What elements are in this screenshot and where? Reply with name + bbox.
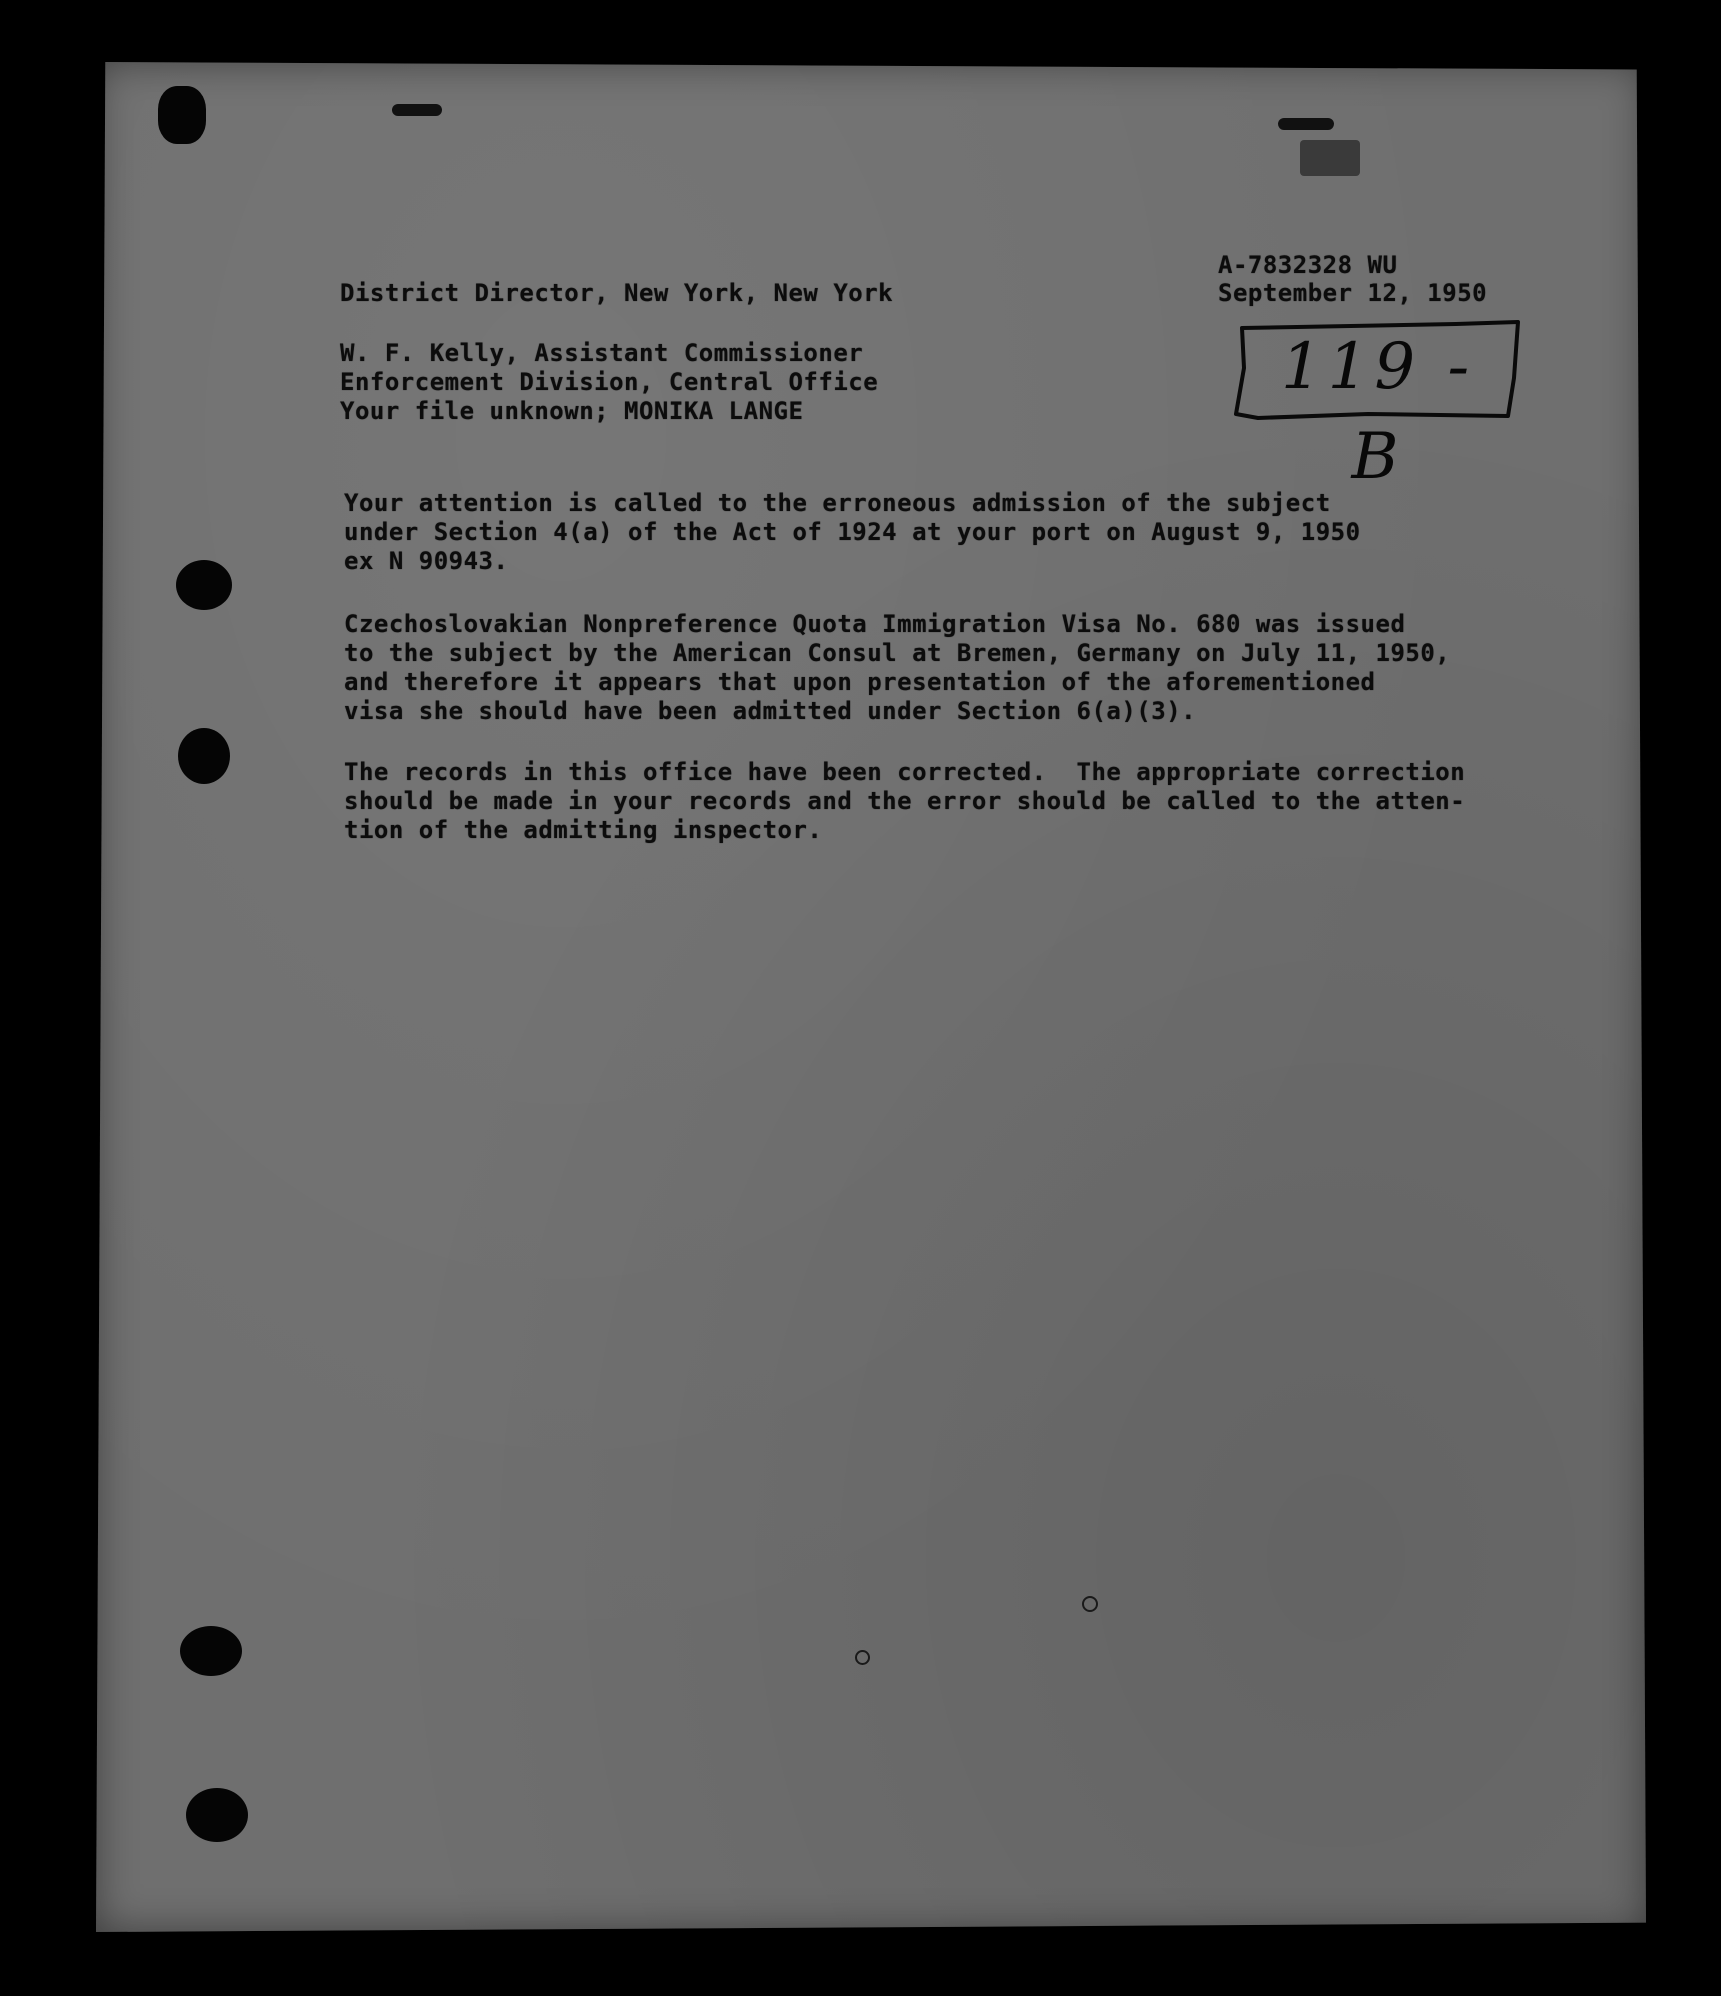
sender-line-2: Enforcement Division, Central Office	[340, 368, 879, 396]
paragraph-1-line-1: Your attention is called to the erroneous admission of the subject	[344, 489, 1331, 517]
ink-speck	[1082, 1596, 1098, 1612]
handwritten-reference: 119 - B	[1280, 330, 1476, 494]
punch-hole	[180, 1626, 242, 1676]
ink-speck	[1278, 118, 1334, 130]
file-number: A-7832328 WU	[1218, 251, 1398, 279]
paragraph-2-line-1: Czechoslovakian Nonpreference Quota Immigration Visa No. 680 was issued	[344, 610, 1406, 638]
sender-line-1: W. F. Kelly, Assistant Commissioner	[340, 339, 864, 367]
paragraph-2-line-3: and therefore it appears that upon presentation of the aforementioned	[344, 668, 1376, 696]
paragraph-2-line-4: visa she should have been admitted under Section 6(a)(3).	[344, 697, 1197, 725]
punch-hole	[178, 728, 230, 784]
ink-speck	[855, 1650, 870, 1665]
punch-hole	[176, 560, 232, 610]
paragraph-1-line-3: ex N 90943.	[344, 547, 509, 575]
subject-line: Your file unknown; MONIKA LANGE	[340, 397, 804, 425]
ink-speck	[1300, 140, 1360, 176]
ink-speck	[392, 104, 442, 116]
handwritten-reference-box	[1228, 318, 1524, 494]
recipient-line: District Director, New York, New York	[340, 279, 894, 307]
paragraph-2-line-2: to the subject by the American Consul at Bremen, Germany on July 11, 1950,	[344, 639, 1451, 667]
punch-hole	[186, 1788, 248, 1842]
paragraph-3-line-2: should be made in your records and the error should be called to the atten-	[344, 787, 1466, 815]
paragraph-3-line-1: The records in this office have been corrected. The appropriate correction	[344, 758, 1466, 786]
paragraph-3-line-3: tion of the admitting inspector.	[344, 816, 823, 844]
paragraph-1-line-2: under Section 4(a) of the Act of 1924 at your port on August 9, 1950	[344, 518, 1361, 546]
staple-mark	[158, 86, 206, 144]
letter-date: September 12, 1950	[1218, 279, 1488, 307]
